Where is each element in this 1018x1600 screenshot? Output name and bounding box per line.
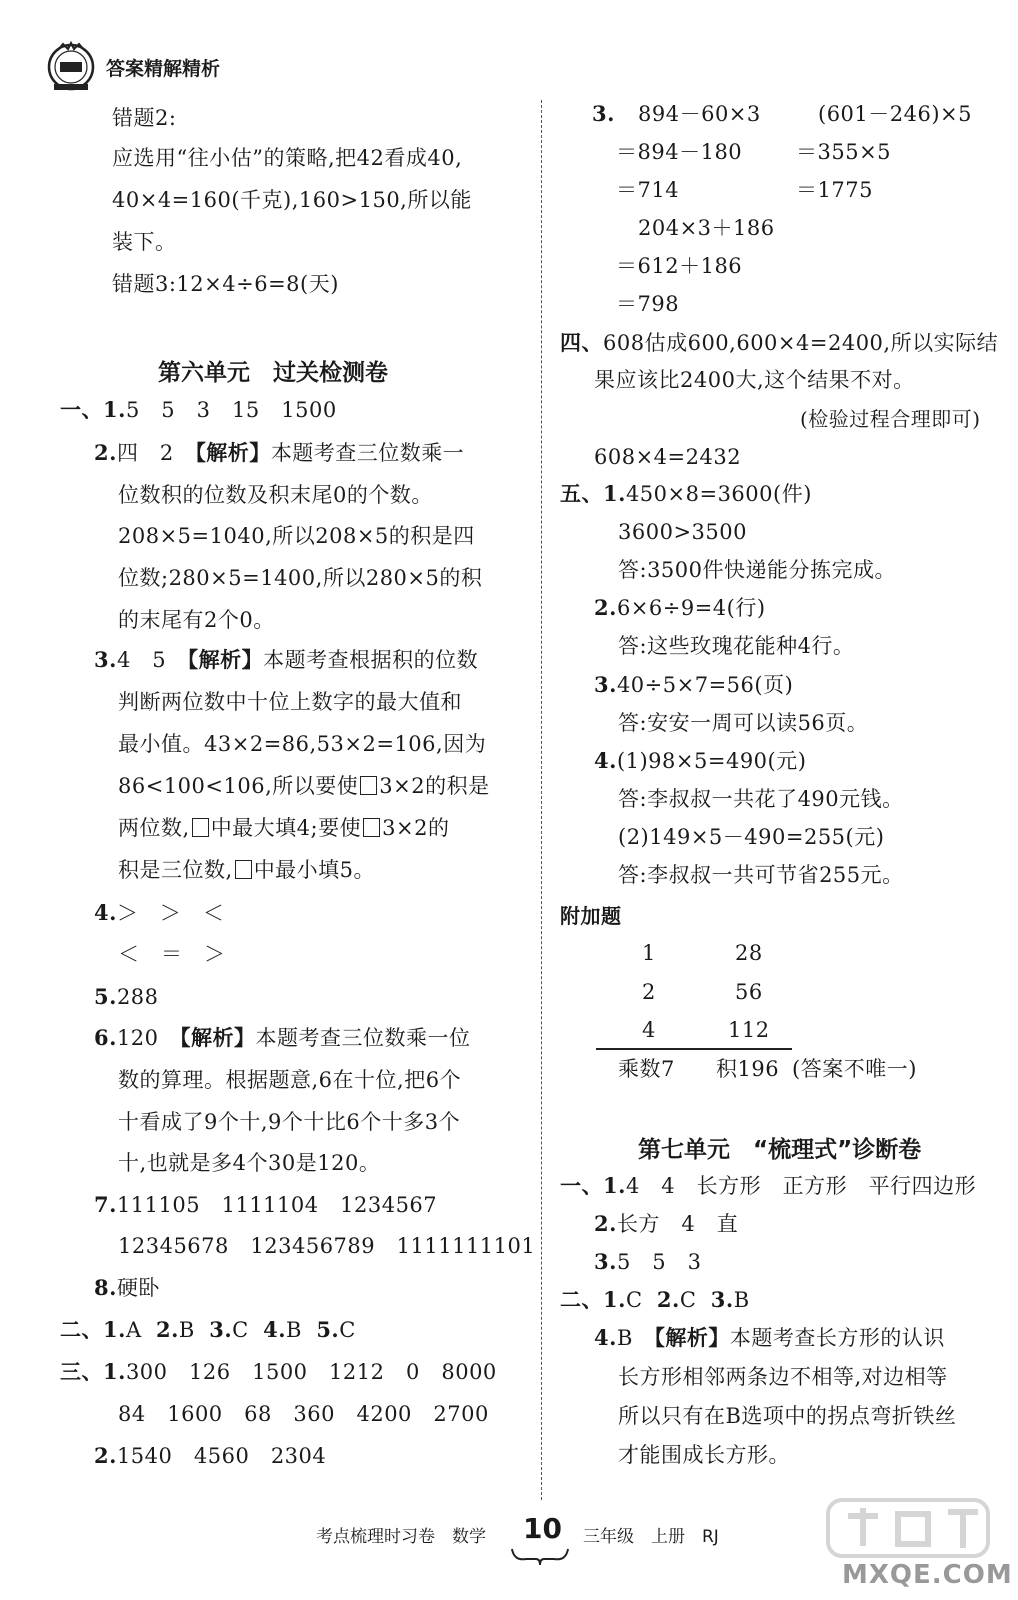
analysis-text: 3×2的 [382,816,450,840]
question-number: 3. [710,1287,734,1312]
calc-line: 204×3＋186 [638,216,775,240]
question-number: 1. [103,397,126,422]
section-number: 五、 [560,481,603,506]
question-number: 5. [316,1317,340,1342]
section-2-answers [60,1318,356,1342]
analysis-tag: 【解析】 [654,1325,730,1350]
question-number: 2. [594,1211,617,1236]
answer-text: 答:这些玫瑰花能种4行。 [618,634,855,658]
analysis-text: 86<100<106,所以要使 [118,774,359,798]
choice-answer: A [125,1318,142,1342]
bonus-cell: 28 [735,941,763,965]
question-number: 1. [603,1287,626,1312]
answer-text: 4 5 [116,648,188,672]
analysis-tag: 【解析】 [195,440,271,465]
answer-text: 450×8=3600(件) [625,482,812,506]
answer-text: ＜ ＝ ＞ [118,942,226,966]
analysis-text: 所以只有在B选项中的拐点弯折铁丝 [618,1404,957,1428]
answer-text: 四 2 [116,441,196,465]
analysis-text: 本题考查根据积的位数 [263,648,479,672]
question-number: 3. [592,101,615,126]
blank-box [360,776,377,795]
question-number: 1. [603,1173,626,1198]
choice-answer: C [339,1318,356,1342]
bonus-rule-line [596,1048,792,1050]
choice-answer: C [625,1288,643,1312]
page-number: 10 [523,1512,562,1545]
question-number: 4. [94,900,117,925]
answer-text: 84 1600 68 360 4200 2700 [118,1402,489,1426]
answer-text: 1540 4560 2304 [116,1444,327,1468]
column-divider [541,100,542,1500]
calc-line: 894－60×3 [638,102,761,126]
answer-text: 40÷5×7=56(页) [616,673,794,697]
answer-text: 答:李叔叔一共可节省255元。 [618,863,904,887]
question-number: 2. [94,440,117,465]
answer-text: 6×6÷9=4(行) [616,596,766,620]
choice-answer: B [178,1318,195,1342]
analysis-text: 两位数, [118,816,190,840]
analysis-tag: 【解析】 [180,1025,256,1050]
answer-text: (1)98×5=490(元) [616,749,807,773]
answer-text: 5 5 3 15 1500 [125,398,337,422]
answer-text: 3600>3500 [618,520,747,544]
blank-box [235,860,252,879]
calc-line: ＝894－180 [616,140,743,164]
answer-text: 答:3500件快递能分拣完成。 [618,558,897,582]
footer-book-title: 考点梳理时习卷 数学 [316,1527,486,1547]
calc-line: ＝798 [616,292,680,316]
error2-title: 错题2: [112,106,177,130]
question-number: 2. [656,1287,680,1312]
answer-text: 答:李叔叔一共花了490元钱。 [618,787,904,811]
analysis-text: 中最小填5。 [253,858,376,882]
question-number: 1. [103,1359,126,1384]
calc-line: (601－246)×5 [818,102,973,126]
choice-answer: C [232,1318,249,1342]
section-number: 二、 [560,1287,603,1312]
question-number: 2. [94,1443,117,1468]
question-number: 8. [94,1275,117,1300]
analysis-tag: 【解析】 [187,647,264,672]
analysis-text: 中最大填4;要使 [210,816,362,840]
analysis-text: 本题考查三位数乘一 [270,441,465,465]
question-number: 3. [94,647,117,672]
answer-text: 答:安安一周可以读56页。 [618,711,869,735]
calc-line: ＝612＋186 [616,254,743,278]
section-number: 四、 [560,330,603,355]
analysis-text: 位数积的位数及积末尾0的个数。 [118,483,433,507]
question-number: 7. [94,1192,117,1217]
answer-text: 111105 1111104 1234567 [116,1193,438,1217]
bonus-footer-note: (答案不唯一) [792,1057,917,1081]
section-number: 二、 [60,1317,103,1342]
question-number: 4. [594,748,617,773]
answer-text: B [616,1326,655,1350]
analysis-text: 的末尾有2个0。 [118,608,275,632]
answer-text: 4 4 长方形 正方形 平行四边形 [625,1174,977,1198]
answer-text: 长方 4 直 [616,1212,739,1236]
error2-line2: 40×4=160(千克),160>150,所以能 [112,188,472,212]
answer-text: 288 [116,985,159,1009]
analysis-text: 十看成了9个十,9个十比6个十多3个 [118,1110,461,1134]
bonus-cell: 112 [728,1018,770,1042]
question-number: 2. [155,1317,179,1342]
page-number-brace [510,1545,570,1567]
bonus-cell: 1 [642,941,656,965]
choice-answer: B [733,1288,750,1312]
answer-text: 5 5 3 [616,1250,702,1274]
question-number: 1. [103,1317,126,1342]
footer-grade: 三年级 上册 RJ [583,1527,719,1547]
question-number: 3. [594,1249,617,1274]
answer-text: 120 [116,1026,181,1050]
watermark-text: MXQE.COM [842,1560,1013,1590]
answer-text: 300 126 1500 1212 0 8000 [125,1360,497,1384]
unit7-title: 第七单元 “梳理式”诊断卷 [638,1137,922,1163]
answer-text: 608×4=2432 [594,445,742,469]
bonus-footer-multiplier: 乘数7 [618,1057,675,1081]
question-number: 5. [94,984,117,1009]
question-number: 4. [594,1325,617,1350]
blank-box [363,818,380,837]
unit6-title: 第六单元 过关检测卷 [158,360,388,386]
answer-text: 12345678 123456789 1111111101 [118,1234,536,1258]
question-number: 3. [594,672,617,697]
analysis-text: 位数;280×5=1400,所以280×5的积 [118,566,483,590]
choice-answer: C [679,1288,697,1312]
bonus-cell: 56 [735,980,763,1004]
header-title: 答案精解精析 [106,58,221,80]
question-number: 3. [209,1317,233,1342]
answer-text: (2)149×5－490=255(元) [618,825,885,849]
analysis-text: 长方形相邻两条边不相等,对边相等 [618,1365,948,1389]
error2-line1: 应选用“往小估”的策略,把42看成40, [112,146,463,170]
question-number: 4. [263,1317,287,1342]
calc-line: ＝1775 [796,178,873,202]
calc-line: ＝355×5 [796,140,892,164]
answer-text: 果应该比2400大,这个结果不对。 [594,368,915,392]
bonus-title: 附加题 [560,904,622,928]
error3-line: 错题3:12×4÷6=8(天) [112,272,339,296]
analysis-text: 本题考查长方形的认识 [729,1326,945,1350]
answer-text: 608估成600,600×4=2400,所以实际结 [603,331,999,355]
section-number: 一、 [60,397,103,422]
analysis-text: 最小值。43×2=86,53×2=106,因为 [118,732,487,756]
analysis-text: 本题考查三位数乘一位 [255,1026,471,1050]
section-number: 三、 [60,1359,103,1384]
analysis-text: 数的算理。根据题意,6在十位,把6个 [118,1068,462,1092]
choice-answer: B [286,1318,302,1342]
calc-line: ＝714 [616,178,680,202]
blank-box [192,818,209,837]
question-number: 1. [603,481,626,506]
analysis-text: 3×2的积是 [379,774,490,798]
analysis-text: 208×5=1040,所以208×5的积是四 [118,524,475,548]
analysis-text: 判断两位数中十位上数字的最大值和 [118,690,462,714]
question-number: 2. [594,595,617,620]
section-number: 一、 [560,1173,603,1198]
question-number: 6. [94,1025,117,1050]
error2-line3: 装下。 [112,230,177,254]
analysis-text: 十,也就是多4个30是120。 [118,1151,381,1175]
analysis-text: 才能围成长方形。 [618,1443,790,1467]
bonus-cell: 2 [642,980,656,1004]
answer-text: ＞ ＞ ＜ [116,901,225,925]
publisher-logo [44,40,98,92]
bonus-footer-product: 积196 [716,1057,780,1081]
bonus-cell: 4 [642,1018,656,1042]
note-text: (检验过程合理即可) [800,407,981,431]
analysis-text: 积是三位数, [118,858,233,882]
answer-text: 硬卧 [116,1276,160,1300]
